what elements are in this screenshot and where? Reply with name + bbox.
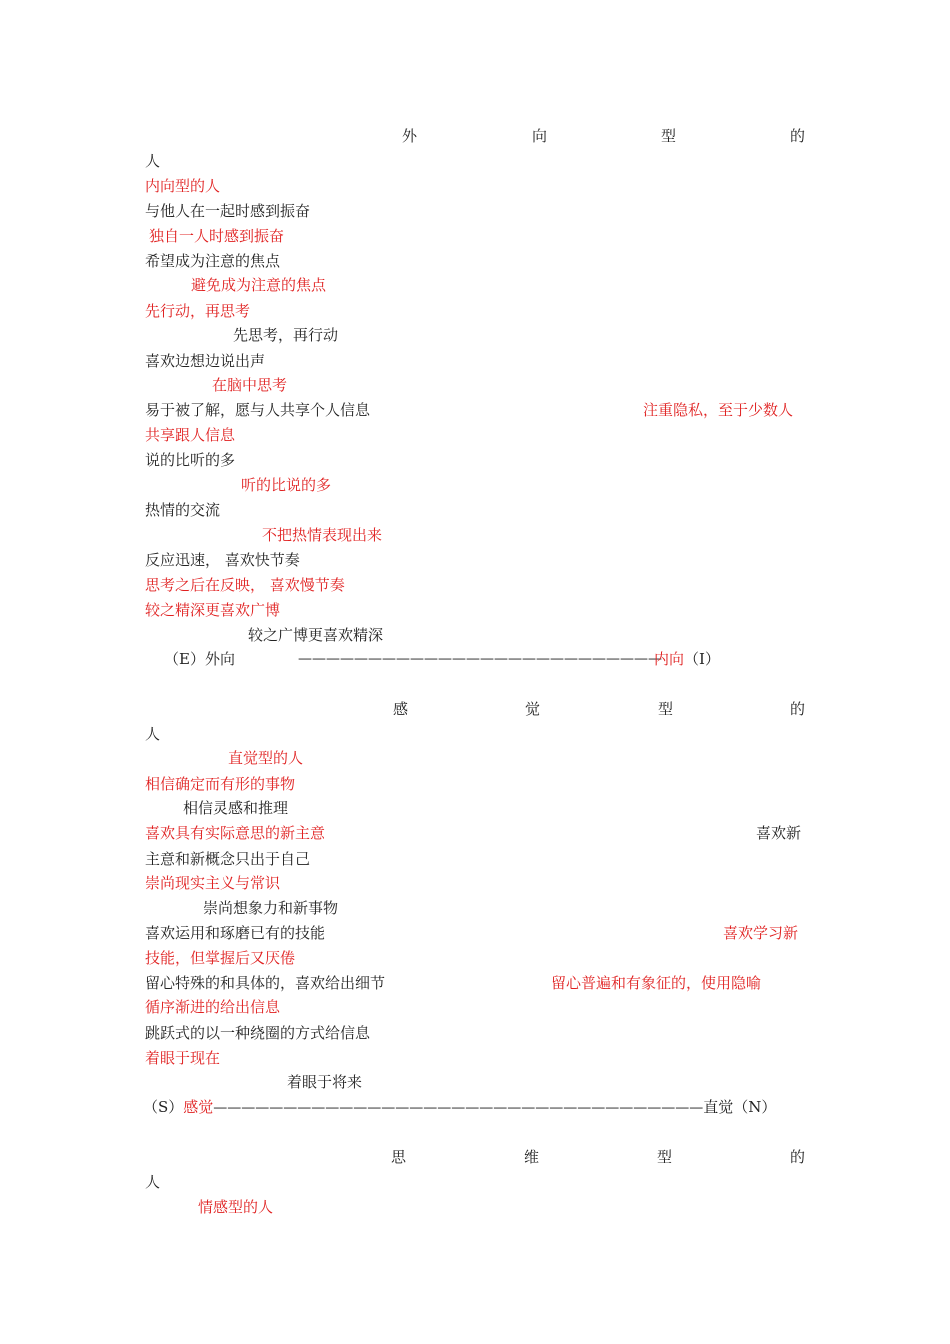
- scale-left-red: 感觉: [183, 1098, 214, 1116]
- trait-line: 反应迅速， 喜欢快节奏: [145, 551, 300, 569]
- intro-red: 内向型的人: [145, 177, 221, 195]
- trait-line: 注重隐私，至于少数人: [643, 401, 794, 419]
- intro-red: 情感型的人: [198, 1198, 274, 1216]
- heading-char: 向: [532, 127, 548, 145]
- heading-char: 型: [658, 700, 674, 718]
- heading-char: 的: [790, 127, 806, 145]
- trait-line: 循序渐进的给出信息: [145, 998, 281, 1016]
- trait-line: 留心普遍和有象征的，使用隐喻: [551, 974, 762, 992]
- heading-tail: 人: [145, 152, 161, 170]
- heading-char: 的: [790, 700, 806, 718]
- trait-line: 着眼于现在: [145, 1049, 221, 1067]
- trait-line: 崇尚想象力和新事物: [203, 899, 339, 917]
- trait-line: 不把热情表现出来: [262, 526, 383, 544]
- trait-line: 热情的交流: [145, 501, 221, 519]
- trait-line: 易于被了解，愿与人共享个人信息: [145, 401, 371, 419]
- trait-line: 留心特殊的和具体的，喜欢给出细节: [145, 974, 386, 992]
- trait-line: 在脑中思考: [212, 376, 288, 394]
- heading-tail: 人: [145, 1173, 161, 1191]
- trait-line: 思考之后在反映， 喜欢慢节奏: [145, 576, 345, 594]
- trait-line: 相信灵感和推理: [183, 799, 289, 817]
- trait-line: 共享跟人信息: [145, 426, 236, 444]
- heading-char: 的: [790, 1148, 806, 1166]
- scale-left-black: （S）: [143, 1098, 184, 1116]
- scale-right-black: （I）: [684, 650, 720, 668]
- trait-line: 喜欢边想边说出声: [145, 352, 266, 370]
- trait-line: 听的比说的多: [241, 476, 332, 494]
- scale-line: ——————————————————————————: [298, 651, 662, 667]
- trait-line: 崇尚现实主义与常识: [145, 874, 281, 892]
- trait-line: 着眼于将来: [287, 1073, 363, 1091]
- trait-line: 相信确定而有形的事物: [145, 775, 296, 793]
- trait-line: 喜欢具有实际意思的新主意: [145, 824, 326, 842]
- trait-line: 喜欢运用和琢磨已有的技能: [145, 924, 326, 942]
- trait-line: 先思考，再行动: [233, 326, 339, 344]
- scale-right-label: [654, 650, 720, 668]
- trait-line: 技能，但掌握后又厌倦: [145, 949, 296, 967]
- trait-line: 喜欢学习新: [723, 924, 799, 942]
- trait-line: 较之广博更喜欢精深: [248, 626, 384, 644]
- heading-tail: 人: [145, 725, 161, 743]
- scale-row: [143, 1098, 776, 1117]
- trait-line: 喜欢新: [756, 824, 802, 842]
- trait-line: 与他人在一起时感到振奋: [145, 202, 311, 220]
- heading-char: 型: [661, 127, 677, 145]
- heading-char: 思: [391, 1148, 407, 1166]
- trait-line: 避免成为注意的焦点: [191, 276, 327, 294]
- heading-char: 型: [657, 1148, 673, 1166]
- trait-line: 先行动，再思考: [145, 302, 251, 320]
- scale-left-label: （E）外向: [164, 650, 235, 668]
- trait-line: 主意和新概念只出于自己: [145, 850, 311, 868]
- trait-line: 独自一人时感到振奋: [149, 227, 285, 245]
- trait-line: 希望成为注意的焦点: [145, 252, 281, 270]
- scale-line: ———————————————————————————————————: [213, 1100, 704, 1116]
- heading-char: 维: [524, 1148, 540, 1166]
- heading-char: 外: [402, 127, 418, 145]
- trait-line: 说的比听的多: [145, 451, 236, 469]
- trait-line: 较之精深更喜欢广博: [145, 601, 281, 619]
- heading-char: 觉: [525, 700, 541, 718]
- heading-char: 感: [393, 700, 409, 718]
- intro-red: 直觉型的人: [228, 749, 304, 767]
- scale-right-label: 直觉（N）: [703, 1098, 777, 1116]
- trait-line: 跳跃式的以一种绕圈的方式给信息: [145, 1024, 371, 1042]
- scale-right-red: 内向: [654, 650, 685, 668]
